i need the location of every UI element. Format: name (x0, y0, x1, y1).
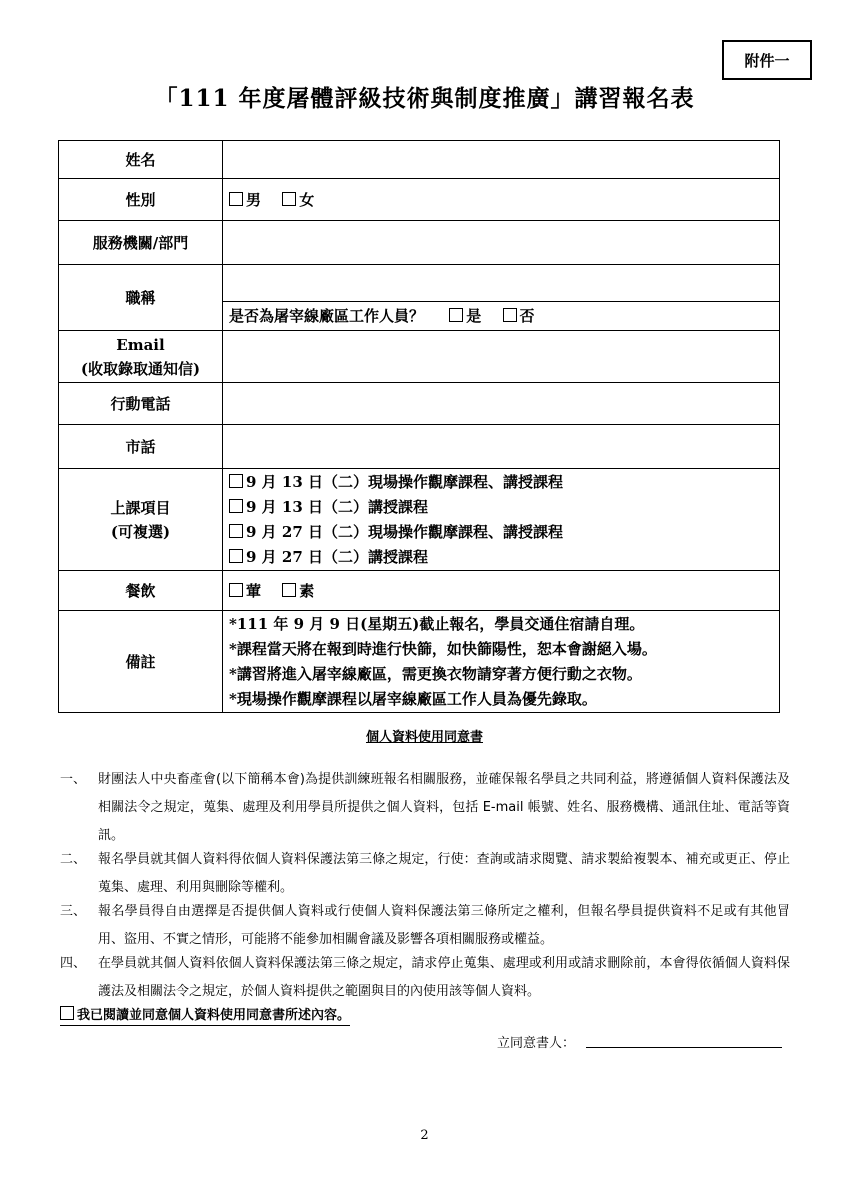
email-label-cell (59, 331, 223, 383)
clause-3-number: 三、 (60, 904, 87, 919)
row-name (59, 141, 780, 179)
course-4-label: 9 月 27 日（二）講授課程 (246, 547, 428, 566)
course-option-3[interactable] (229, 520, 779, 545)
attachment-badge: 附件一 (722, 40, 812, 80)
job-field[interactable] (223, 265, 779, 302)
clause-4-number: 四、 (60, 956, 87, 971)
consent-title: 個人資料使用同意書 (365, 730, 483, 745)
note-2: *課程當天將在報到時進行快篩，如快篩陽性，恕本會謝絕入場。 (229, 639, 657, 658)
course-option-2[interactable] (229, 495, 779, 520)
course-3-checkbox[interactable] (229, 524, 243, 538)
mobile-field[interactable] (223, 383, 780, 425)
consent-clause-2 (60, 846, 790, 902)
female-label: 女 (299, 191, 315, 209)
row-meal (59, 571, 780, 611)
yes-label: 是 (466, 307, 482, 325)
clause-4-text: 在學員就其個人資料依個人資料保護法第三條之規定，請求停止蒐集、處理或利用或請求刪除前，本會得依循個人資料保護法及相關法令之規定，於個人資料提供之範圍與目的內使用該等個人資料。 (98, 956, 790, 999)
meal-field (223, 571, 780, 611)
gender-female-option[interactable] (282, 191, 314, 209)
row-email (59, 331, 780, 383)
row-job (59, 265, 780, 331)
job-cell (223, 265, 780, 331)
note-3: *講習將進入屠宰線廠區，需更換衣物請穿著方便行動之衣物。 (229, 664, 642, 683)
registration-table (58, 140, 780, 713)
consent-clause-4 (60, 950, 790, 1006)
signer-label: 立同意書人： (497, 1036, 576, 1051)
clause-3-text: 報名學員得自由選擇是否提供個人資料或行使個人資料保護法第三條所定之權利，但報名學員提供資料不足或有其他冒用、盜用、不實之情形，可能將不能參加相關會議及影響各項相關服務或權益。 (98, 904, 790, 947)
slaughter-no-option[interactable] (503, 307, 535, 325)
clause-1-number: 一、 (60, 772, 87, 787)
female-checkbox[interactable] (282, 192, 296, 206)
course-2-checkbox[interactable] (229, 499, 243, 513)
clause-2-text: 報名學員就其個人資料得依個人資料保護法第三條之規定，行使：查詢或請求閱覽、請求製給複製本、補充或更正、停止蒐集、處理、利用與刪除等權利。 (98, 852, 790, 895)
row-gender (59, 179, 780, 221)
page-number: 2 (420, 1128, 429, 1143)
phone-field[interactable] (223, 425, 780, 469)
signature-line[interactable] (586, 1047, 782, 1048)
meat-label: 葷 (246, 582, 262, 600)
row-org (59, 221, 780, 265)
mobile-label: 行動電話 (59, 383, 223, 425)
meal-meat-option[interactable] (229, 582, 261, 600)
male-checkbox[interactable] (229, 192, 243, 206)
consent-agree-option[interactable] (60, 1004, 350, 1026)
course-sublabel: (可複選) (110, 522, 171, 541)
name-field[interactable] (223, 141, 780, 179)
meal-veg-option[interactable] (282, 582, 314, 600)
course-option-4[interactable] (229, 545, 779, 570)
course-1-checkbox[interactable] (229, 474, 243, 488)
yes-checkbox[interactable] (449, 308, 463, 322)
email-sublabel: (收取錄取通知信) (80, 359, 201, 378)
agree-label: 我已閱讀並同意個人資料使用同意書所述內容。 (77, 1008, 351, 1023)
email-label: Email (116, 335, 165, 354)
course-1-label: 9 月 13 日（二）現場操作觀摩課程、講授課程 (246, 472, 563, 491)
phone-label: 市話 (59, 425, 223, 469)
slaughter-question-row (223, 302, 779, 330)
course-3-label: 9 月 27 日（二）現場操作觀摩課程、講授課程 (246, 522, 563, 541)
meat-checkbox[interactable] (229, 583, 243, 597)
agree-checkbox[interactable] (60, 1006, 74, 1020)
clause-2-number: 二、 (60, 852, 87, 867)
course-label-cell (59, 469, 223, 571)
meal-label: 餐飲 (59, 571, 223, 611)
no-label: 否 (519, 307, 535, 325)
consent-clause-3 (60, 898, 790, 954)
slaughter-question: 是否為屠宰線廠區工作人員？ (229, 307, 425, 325)
gender-male-option[interactable] (229, 191, 261, 209)
gender-field (223, 179, 780, 221)
note-4: *現場操作觀摩課程以屠宰線廠區工作人員為優先錄取。 (229, 689, 597, 708)
org-label: 服務機關/部門 (59, 221, 223, 265)
course-label: 上課項目 (110, 498, 171, 517)
form-title: 「111 年度屠體評級技術與制度推廣」講習報名表 (154, 85, 695, 112)
course-4-checkbox[interactable] (229, 549, 243, 563)
gender-label: 性別 (59, 179, 223, 221)
row-phone (59, 425, 780, 469)
row-courses (59, 469, 780, 571)
row-notes (59, 611, 780, 713)
course-2-label: 9 月 13 日（二）講授課程 (246, 497, 428, 516)
note-1: *111 年 9 月 9 日(星期五)截止報名，學員交通住宿請自理。 (229, 614, 645, 633)
org-field[interactable] (223, 221, 780, 265)
email-field[interactable] (223, 331, 780, 383)
job-label: 職稱 (59, 265, 223, 331)
no-checkbox[interactable] (503, 308, 517, 322)
notes-label: 備註 (59, 611, 223, 713)
course-option-1[interactable] (229, 470, 779, 495)
consent-clause-1 (60, 766, 790, 850)
slaughter-yes-option[interactable] (449, 307, 481, 325)
course-options (223, 469, 780, 571)
row-mobile (59, 383, 780, 425)
veg-checkbox[interactable] (282, 583, 296, 597)
male-label: 男 (246, 191, 262, 209)
notes-content (223, 611, 780, 713)
veg-label: 素 (299, 582, 315, 600)
name-label: 姓名 (59, 141, 223, 179)
clause-1-text: 財團法人中央畜產會(以下簡稱本會)為提供訓練班報名相關服務，並確保報名學員之共同利益，將遵循個人資料保護法及相關法令之規定，蒐集、處理及利用學員所提供之個人資料，包括 E-mail 帳號、姓名、服務機構、通訊住址、電話等資訊。 (98, 772, 790, 843)
